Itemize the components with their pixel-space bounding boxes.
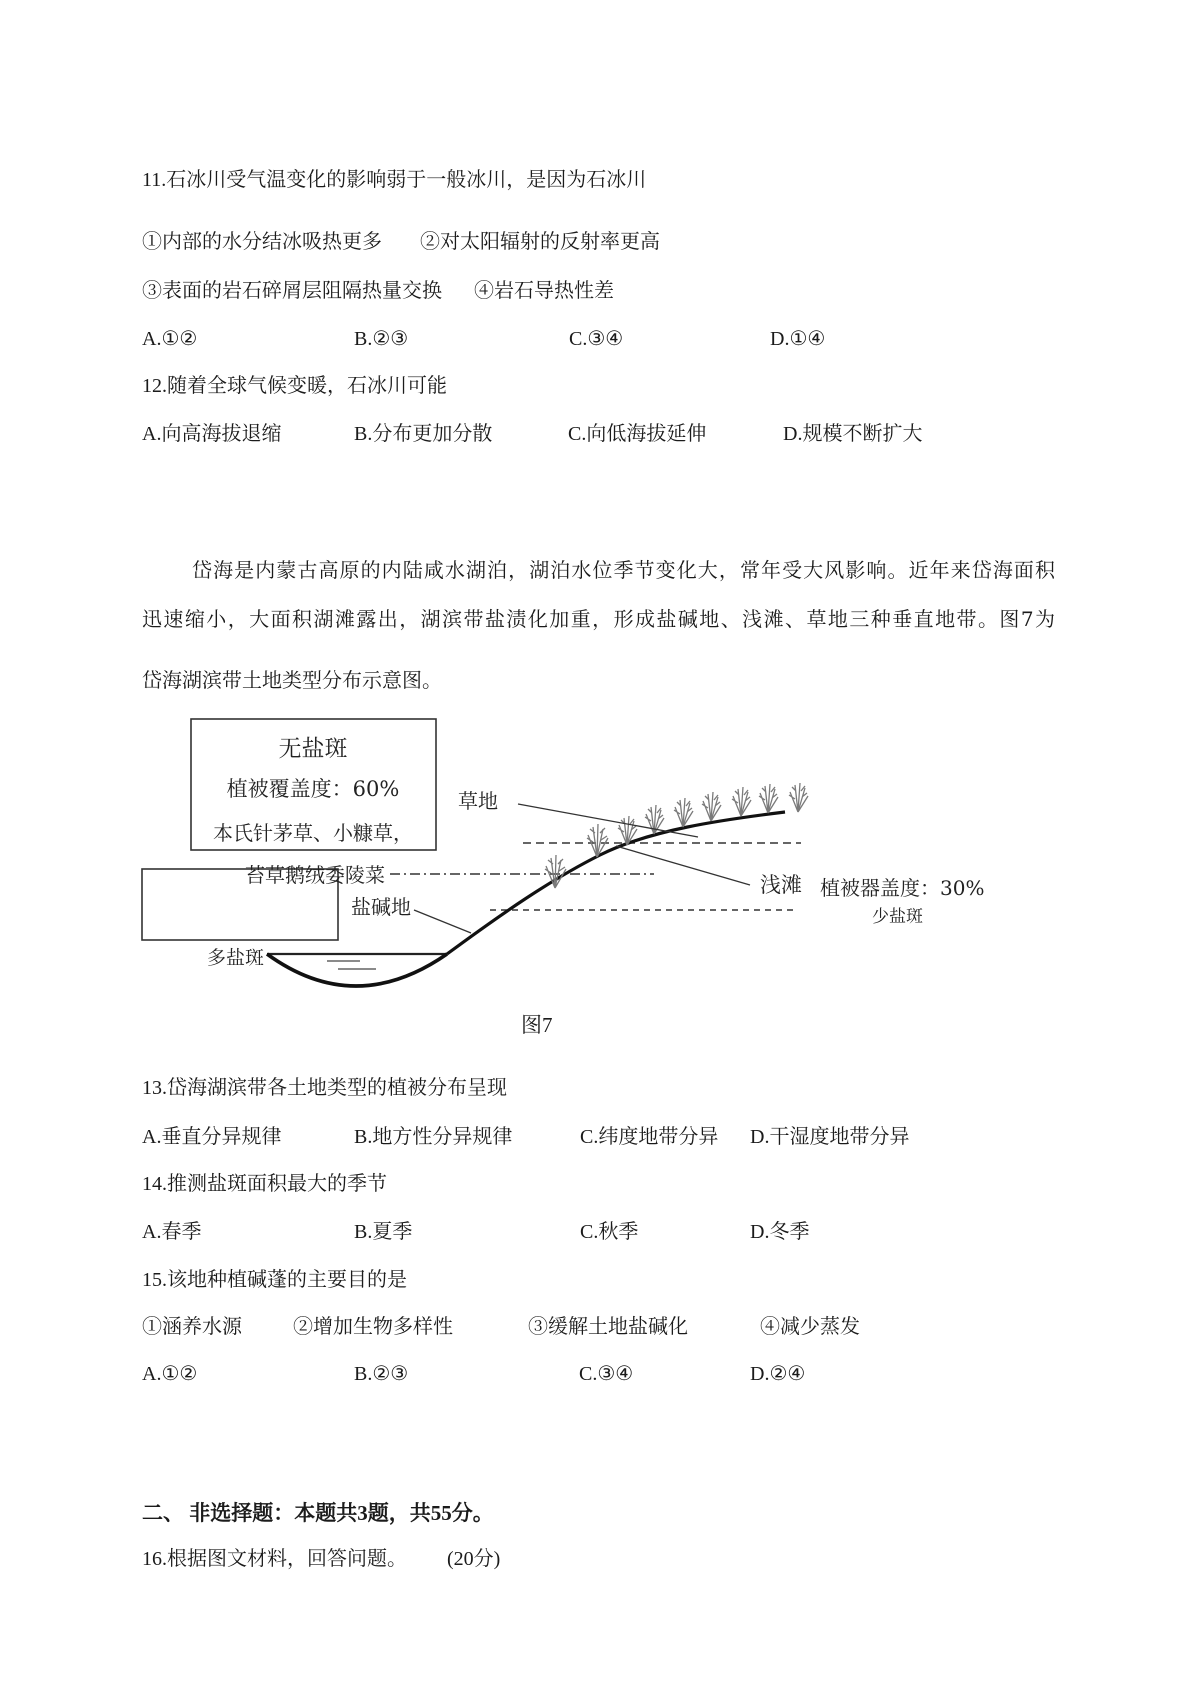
q13-option-a: A.垂直分异规律 <box>142 1126 282 1148</box>
saline-leader-line <box>414 910 471 933</box>
material-line-3: 岱海湖滨带土地类型分布示意图。 <box>142 668 442 692</box>
q15-statement-1: ①涵养水源 <box>142 1316 242 1338</box>
q11-stem: 11.石冰川受气温变化的影响弱于一般冰川，是因为石冰川 <box>142 169 647 191</box>
q15-statements <box>0 1314 1200 1340</box>
material-line-2: 迅速缩小，大面积湖滩露出，湖滨带盐渍化加重，形成盐碱地、浅滩、草地三种垂直地带。图7为 <box>142 607 1055 631</box>
grass-tuft <box>674 798 693 827</box>
lake-bed-curve <box>267 954 447 986</box>
q15-option-a: A.①② <box>142 1363 198 1385</box>
q15-statement-2: ②增加生物多样性 <box>293 1316 453 1338</box>
q12-option-b: B.分布更加分散 <box>354 423 493 445</box>
many-salt-spots-label: 多盐斑 <box>207 947 265 969</box>
section-2-title: 二、 非选择题：本题共3题，共55分。 <box>142 1501 494 1525</box>
q15-stem: 15.该地种植碱蓬的主要目的是 <box>142 1269 407 1291</box>
q11-statement-1: ①内部的水分结冰吸热更多 <box>142 231 382 253</box>
figure-7-diagram <box>0 700 1200 1000</box>
q12-options <box>0 421 1200 447</box>
shoal-label: 浅滩 <box>760 873 802 897</box>
material-line-1: 岱海是内蒙古高原的内陆咸水湖泊，湖泊水位季节变化大，常年受大风影响。近年来岱海面积 <box>192 558 1055 582</box>
q11-option-c: C.③④ <box>569 328 624 350</box>
q12-option-c: C.向低海拔延伸 <box>568 423 707 445</box>
shoal-cover-label: 植被器盖度：30% <box>820 876 985 900</box>
q16-stem: 16.根据图文材料，回答问题。 <box>142 1548 407 1570</box>
q15-options <box>0 1361 1200 1387</box>
q11-statements-row-1 <box>0 229 1200 255</box>
q13-option-b: B.地方性分异规律 <box>354 1126 513 1148</box>
q12-option-a: A.向高海拔退缩 <box>142 423 282 445</box>
q11-statements-row-2 <box>0 278 1200 304</box>
q14-option-c: C.秋季 <box>580 1221 639 1243</box>
q13-option-c: C.纬度地带分异 <box>580 1126 719 1148</box>
grass-tuft <box>759 784 778 813</box>
q11-option-d: D.①④ <box>770 328 826 350</box>
grassland-species-label-1: 本氏针茅草、小糠草， <box>213 821 413 845</box>
q11-statement-4: ④岩石导热性差 <box>474 280 614 302</box>
q11-option-b: B.②③ <box>354 328 409 350</box>
q11-option-a: A.①② <box>142 328 198 350</box>
q11-statement-3: ③表面的岩石碎屑层阻隔热量交换 <box>142 280 442 302</box>
q11-statement-2: ②对太阳辐射的反射率更高 <box>420 231 660 253</box>
few-salt-spots-label: 少盐斑 <box>872 907 923 927</box>
q14-option-b: B.夏季 <box>354 1221 413 1243</box>
grassland-leader-line <box>518 804 698 837</box>
q15-option-b: B.②③ <box>354 1363 409 1385</box>
q13-stem: 13.岱海湖滨带各土地类型的植被分布呈现 <box>142 1077 507 1099</box>
grassland-cover-label: 植被覆盖度：60% <box>226 777 400 801</box>
q14-stem: 14.推测盐斑面积最大的季节 <box>142 1173 387 1195</box>
shoal-leader-line <box>616 846 750 885</box>
q12-stem: 12.随着全球气候变暖，石冰川可能 <box>142 375 447 397</box>
q11-options <box>0 326 1200 352</box>
q13-option-d: D.干湿度地带分异 <box>750 1126 910 1148</box>
lakeshore-slope-curve <box>447 812 785 954</box>
q14-option-a: A.春季 <box>142 1221 202 1243</box>
q14-option-d: D.冬季 <box>750 1221 810 1243</box>
grass-tuft <box>702 792 721 821</box>
q15-statement-4: ④减少蒸发 <box>760 1316 860 1338</box>
saline-land-label: 盐碱地 <box>351 895 411 919</box>
grassland-label: 草地 <box>458 789 498 813</box>
q12-option-d: D.规模不断扩大 <box>783 423 923 445</box>
q13-options <box>0 1124 1200 1150</box>
q15-statement-3: ③缓解土地盐碱化 <box>528 1316 688 1338</box>
grass-tuft <box>732 787 751 816</box>
no-salt-spot-title: 无盐斑 <box>278 736 348 762</box>
figure-caption: 图7 <box>521 1013 553 1037</box>
q16-score: (20分) <box>447 1548 501 1570</box>
q14-options <box>0 1219 1200 1245</box>
q15-option-d: D.②④ <box>750 1363 806 1385</box>
q15-option-c: C.③④ <box>579 1363 634 1385</box>
grass-tuft <box>789 783 808 812</box>
q16-line <box>0 1546 1200 1572</box>
grassland-species-label-2: 苔草鹅绒委陵菜 <box>245 863 385 887</box>
